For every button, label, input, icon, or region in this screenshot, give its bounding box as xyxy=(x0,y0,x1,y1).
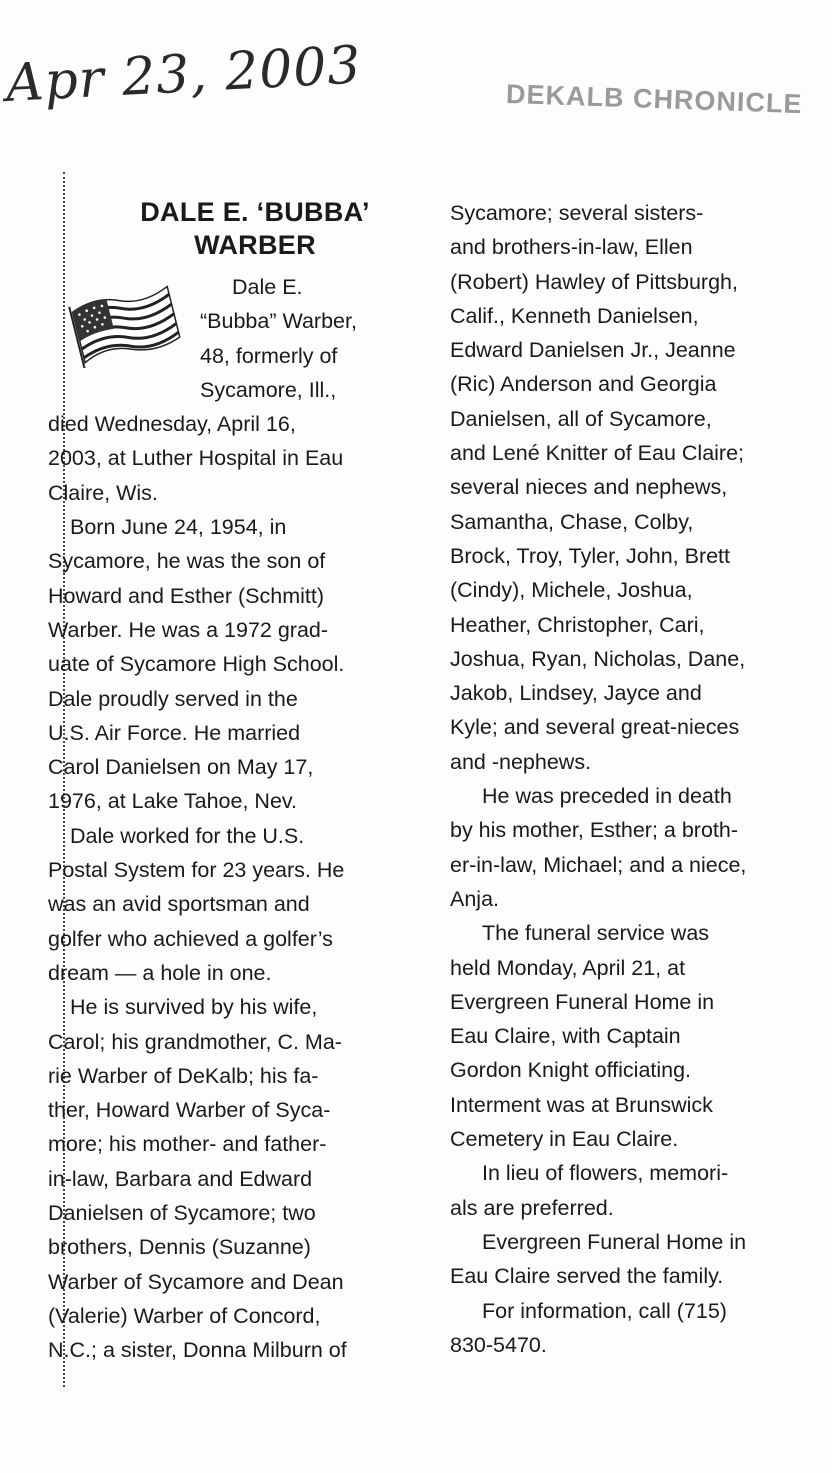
text-line: (Valerie) Warber of Concord, xyxy=(48,1303,321,1328)
text-line: 2003, at Luther Hospital in Eau xyxy=(48,446,344,471)
text-line: Warber of Sycamore and Dean xyxy=(48,1269,344,1294)
text-line: Postal System for 23 years. He xyxy=(48,858,345,883)
text-line: rie Warber of DeKalb; his fa- xyxy=(48,1063,319,1088)
text-line: For information, call (715) xyxy=(482,1298,727,1323)
text-line: Dale proudly served in the xyxy=(48,686,298,711)
text-line: Joshua, Ryan, Nicholas, Dane, xyxy=(450,646,746,671)
text-line: Samantha, Chase, Colby, xyxy=(450,509,694,534)
text-line: 830-5470. xyxy=(450,1332,547,1357)
headline-line: DALE E. ‘BUBBA’ xyxy=(140,197,370,227)
text-line: Born June 24, 1954, in xyxy=(70,515,287,540)
text-line: Howard and Esther (Schmitt) xyxy=(48,583,325,608)
text-line: in-law, Barbara and Edward xyxy=(48,1166,313,1191)
text-line: Carol Danielsen on May 17, xyxy=(48,755,314,780)
text-line: Evergreen Funeral Home in xyxy=(482,1229,747,1254)
text-line: U.S. Air Force. He married xyxy=(48,720,301,745)
text-line: He is survived by his wife, xyxy=(70,995,318,1020)
text-line: Danielsen, all of Sycamore, xyxy=(450,406,712,431)
text-line: Eau Claire served the family. xyxy=(450,1264,724,1289)
left-column xyxy=(36,270,436,1368)
text-line: Kyle; and several great-nieces xyxy=(450,715,740,740)
text-line: Jakob, Lindsey, Jayce and xyxy=(450,681,702,706)
text-line: Calif., Kenneth Danielsen, xyxy=(450,303,699,328)
text-line: 1976, at Lake Tahoe, Nev. xyxy=(48,789,298,814)
text-line: uate of Sycamore High School. xyxy=(48,652,345,677)
text-line: Eau Claire, with Captain xyxy=(450,1024,681,1049)
text-line: In lieu of flowers, memori- xyxy=(482,1161,729,1186)
handwritten-date: Apr 23, 2003 xyxy=(4,35,363,114)
text-line: Danielsen of Sycamore; two xyxy=(48,1201,316,1226)
text-line: more; his mother- and father- xyxy=(48,1132,327,1157)
text-line: brothers, Dennis (Suzanne) xyxy=(48,1235,311,1260)
text-line: was an avid sportsman and xyxy=(48,892,310,917)
text-line: Claire, Wis. xyxy=(48,480,158,505)
text-line: ther, Howard Warber of Syca- xyxy=(48,1098,331,1123)
text-line: Gordon Knight officiating. xyxy=(450,1058,692,1083)
headline-line: WARBER xyxy=(194,230,316,260)
text-line: and Lené Knitter of Eau Claire; xyxy=(450,441,745,466)
text-line: Interment was at Brunswick xyxy=(450,1092,713,1117)
text-line: (Ric) Anderson and Georgia xyxy=(450,372,717,397)
text-line: Sycamore, Ill., xyxy=(200,377,337,402)
text-line: N.C.; a sister, Donna Milburn of xyxy=(48,1338,347,1363)
text-line: He was preceded in death xyxy=(482,784,732,809)
text-line: Sycamore, he was the son of xyxy=(48,549,326,574)
text-line: Anja. xyxy=(450,886,500,911)
text-line: died Wednesday, April 16, xyxy=(48,412,296,437)
text-line: Brock, Troy, Tyler, John, Brett xyxy=(450,543,731,568)
text-line: er-in-law, Michael; and a niece, xyxy=(450,852,747,877)
text-line: several nieces and nephews, xyxy=(450,475,728,500)
right-column xyxy=(450,196,825,1362)
text-line: and brothers-in-law, Ellen xyxy=(450,235,693,260)
text-line: and -nephews. xyxy=(450,749,592,774)
obituary-headline xyxy=(70,196,440,262)
text-line: “Bubba” Warber, xyxy=(200,309,357,334)
text-line: 48, formerly of xyxy=(200,343,338,368)
text-line: Dale worked for the U.S. xyxy=(70,823,305,848)
text-line: Carol; his grandmother, C. Ma- xyxy=(48,1029,342,1054)
text-line: The funeral service was xyxy=(482,921,710,946)
text-line: (Cindy), Michele, Joshua, xyxy=(450,578,693,603)
text-line: Cemetery in Eau Claire. xyxy=(450,1127,679,1152)
text-line: Sycamore; several sisters- xyxy=(450,201,704,225)
text-line: Warber. He was a 1972 grad- xyxy=(48,617,329,642)
text-line: Evergreen Funeral Home in xyxy=(450,989,715,1014)
text-line: held Monday, April 21, at xyxy=(450,955,686,980)
text-line: Dale E. xyxy=(232,275,303,299)
text-line: by his mother, Esther; a broth- xyxy=(450,818,738,843)
text-line: (Robert) Hawley of Pittsburgh, xyxy=(450,269,738,294)
text-line: als are preferred. xyxy=(450,1195,614,1220)
text-line: golfer who achieved a golfer’s xyxy=(48,926,333,951)
text-line: Heather, Christopher, Cari, xyxy=(450,612,705,637)
text-line: Edward Danielsen Jr., Jeanne xyxy=(450,338,736,363)
newspaper-stamp: DEKALB CHRONICLE xyxy=(505,78,803,120)
text-line: dream — a hole in one. xyxy=(48,960,272,985)
